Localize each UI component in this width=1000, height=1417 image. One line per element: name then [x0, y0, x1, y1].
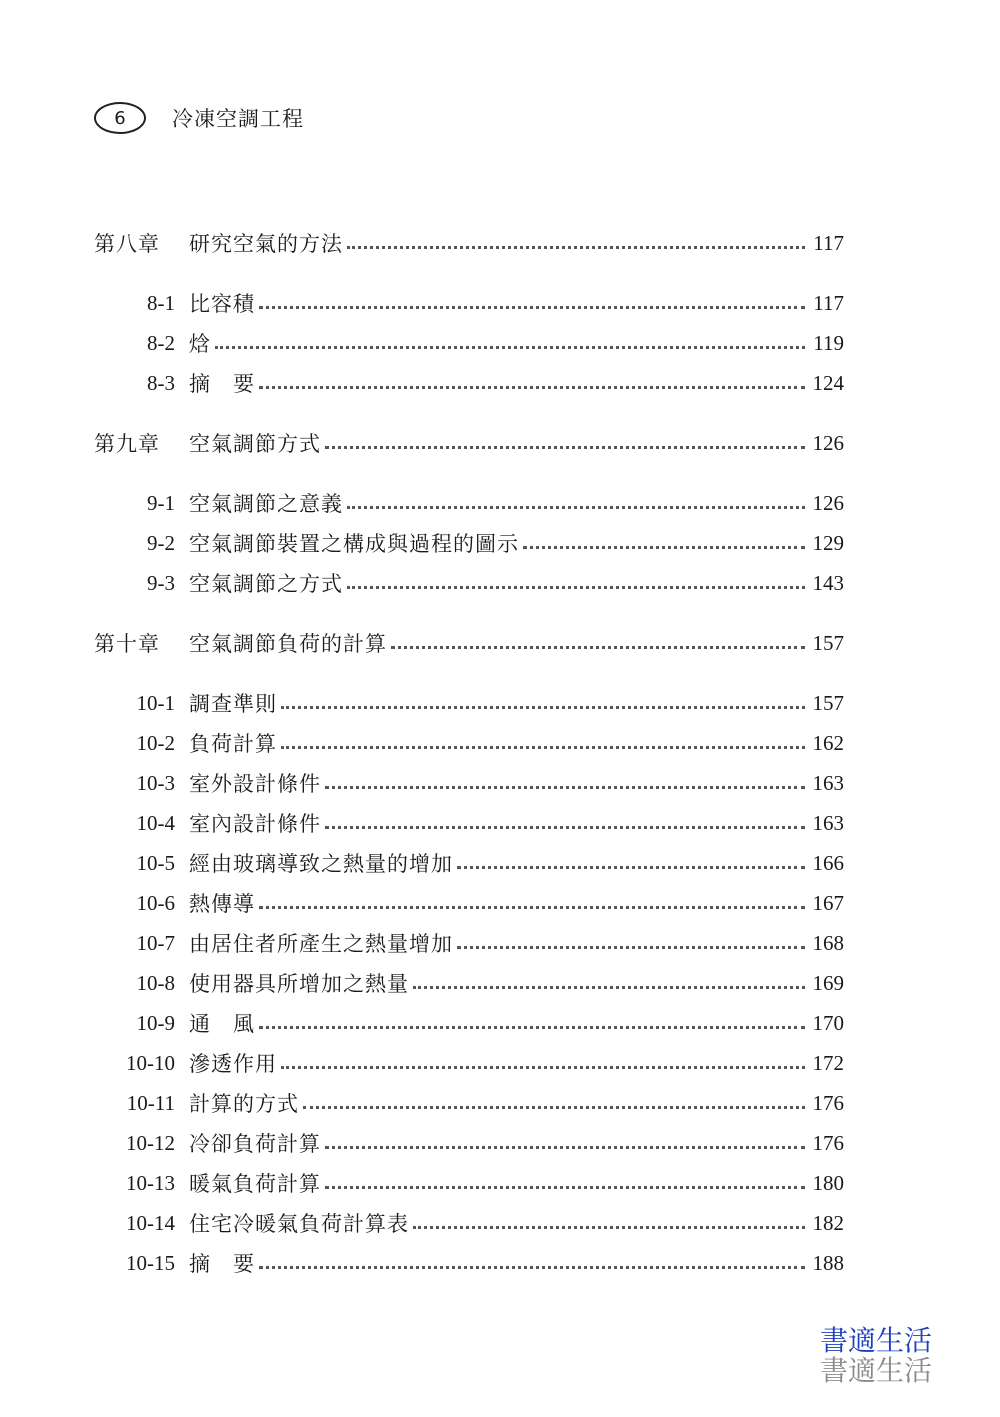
section-title: 經由玻璃導致之熱量的增加	[189, 852, 453, 876]
page-ref: 176	[812, 1090, 844, 1115]
dot-leader	[413, 986, 805, 989]
dot-leader	[215, 346, 805, 349]
page-ref: 143	[812, 570, 844, 595]
section-title: 空氣調節裝置之構成與過程的圖示	[189, 532, 519, 556]
section-title: 熱傳導	[189, 892, 255, 916]
page-ref: 157	[812, 630, 844, 655]
section-number: 10-13	[126, 1170, 175, 1195]
section-title: 室內設計條件	[189, 812, 321, 836]
toc-section-8-2[interactable]	[94, 323, 844, 363]
section-title: 滲透作用	[189, 1052, 277, 1076]
toc-section-10-12[interactable]	[94, 1123, 844, 1163]
toc-section-10-6[interactable]	[94, 883, 844, 923]
section-title: 由居住者所產生之熱量增加	[189, 932, 453, 956]
dot-leader	[259, 306, 805, 309]
dot-leader	[413, 1226, 805, 1229]
page-ref: 172	[812, 1050, 844, 1075]
section-number: 10-7	[136, 930, 175, 955]
toc-chapter-10[interactable]	[94, 623, 844, 663]
section-number: 10-1	[136, 690, 175, 715]
dot-leader	[325, 786, 805, 789]
page-ref: 157	[812, 690, 844, 715]
toc-section-10-10[interactable]	[94, 1043, 844, 1083]
section-number: 10-14	[126, 1210, 175, 1235]
page-ref: 180	[812, 1170, 844, 1195]
page-ref: 182	[812, 1210, 844, 1235]
watermark-line-1: 書適生活	[820, 1324, 933, 1357]
section-title: 比容積	[189, 292, 255, 316]
dot-leader	[303, 1106, 805, 1109]
toc-section-9-2[interactable]	[94, 523, 844, 563]
section-number: 10-8	[136, 970, 175, 995]
toc-section-10-11[interactable]	[94, 1083, 844, 1123]
section-number: 10-11	[126, 1090, 175, 1115]
section-number: 10-9	[136, 1010, 175, 1035]
page-number: 6	[114, 107, 126, 129]
page-ref: 163	[812, 810, 844, 835]
dot-leader	[347, 246, 805, 249]
toc-section-10-9[interactable]	[94, 1003, 844, 1043]
section-number: 10-3	[136, 770, 175, 795]
section-title: 住宅冷暖氣負荷計算表	[189, 1212, 409, 1236]
section-title: 冷卻負荷計算	[189, 1132, 321, 1156]
dot-leader	[259, 1026, 805, 1029]
dot-leader	[259, 386, 805, 389]
section-title: 負荷計算	[189, 732, 277, 756]
chapter-title: 研究空氣的方法	[189, 232, 343, 256]
dot-leader	[259, 906, 805, 909]
section-title: 暖氣負荷計算	[189, 1172, 321, 1196]
section-number: 10-10	[126, 1050, 175, 1075]
page-ref: 166	[812, 850, 844, 875]
toc-section-10-8[interactable]	[94, 963, 844, 1003]
toc-section-8-3[interactable]	[94, 363, 844, 403]
toc-section-10-2[interactable]	[94, 723, 844, 763]
page-ref: 188	[812, 1250, 844, 1275]
page-ref: 129	[812, 530, 844, 555]
toc-chapter-8[interactable]	[94, 223, 844, 263]
chapter-number: 第八章	[94, 232, 160, 256]
watermark	[820, 1326, 932, 1386]
page-ref: 124	[812, 370, 844, 395]
toc-section-10-13[interactable]	[94, 1163, 844, 1203]
dot-leader	[259, 1266, 805, 1269]
page-ref: 167	[812, 890, 844, 915]
page-number-badge	[94, 102, 146, 134]
dot-leader	[281, 706, 805, 709]
dot-leader	[347, 506, 805, 509]
section-title: 通 風	[189, 1012, 255, 1036]
page-ref: 169	[812, 970, 844, 995]
book-title: 冷凍空調工程	[172, 107, 304, 131]
toc-section-10-3[interactable]	[94, 763, 844, 803]
dot-leader	[325, 826, 805, 829]
page-ref: 162	[812, 730, 844, 755]
page-ref: 168	[812, 930, 844, 955]
page-ref: 117	[813, 290, 844, 315]
chapter-title: 空氣調節負荷的計算	[189, 632, 387, 656]
section-number: 10-6	[136, 890, 175, 915]
section-number: 10-4	[136, 810, 175, 835]
dot-leader	[523, 546, 805, 549]
section-title: 焓	[189, 332, 211, 356]
dot-leader	[281, 746, 805, 749]
toc-section-9-3[interactable]	[94, 563, 844, 603]
section-number: 10-5	[136, 850, 175, 875]
section-number: 10-2	[136, 730, 175, 755]
section-title: 摘 要	[189, 372, 255, 396]
page-ref: 117	[813, 230, 844, 255]
page-ref: 126	[812, 430, 844, 455]
toc-section-10-1[interactable]	[94, 683, 844, 723]
toc-section-9-1[interactable]	[94, 483, 844, 523]
toc-section-8-1[interactable]	[94, 283, 844, 323]
watermark-line-2: 書適生活	[820, 1354, 933, 1387]
section-title: 室外設計條件	[189, 772, 321, 796]
page-ref: 176	[812, 1130, 844, 1155]
page-ref: 119	[813, 330, 844, 355]
dot-leader	[391, 646, 805, 649]
section-title: 使用器具所增加之熱量	[189, 972, 409, 996]
dot-leader	[325, 1146, 805, 1149]
dot-leader	[325, 1186, 805, 1189]
section-number: 9-2	[147, 530, 175, 555]
dot-leader	[457, 866, 805, 869]
section-number: 8-1	[147, 290, 175, 315]
dot-leader	[325, 446, 805, 449]
page-header	[94, 98, 304, 138]
toc-section-10-5[interactable]	[94, 843, 844, 883]
toc-section-10-15[interactable]	[94, 1243, 844, 1283]
page-ref: 170	[812, 1010, 844, 1035]
dot-leader	[457, 946, 805, 949]
toc-section-10-14[interactable]	[94, 1203, 844, 1243]
dot-leader	[347, 586, 805, 589]
section-title: 空氣調節之意義	[189, 492, 343, 516]
section-title: 計算的方式	[189, 1092, 299, 1116]
toc-section-10-4[interactable]	[94, 803, 844, 843]
section-number: 9-1	[147, 490, 175, 515]
chapter-number: 第九章	[94, 432, 160, 456]
section-number: 8-2	[147, 330, 175, 355]
chapter-number: 第十章	[94, 632, 160, 656]
page-ref: 163	[812, 770, 844, 795]
section-number: 9-3	[147, 570, 175, 595]
section-title: 空氣調節之方式	[189, 572, 343, 596]
section-number: 8-3	[147, 370, 175, 395]
dot-leader	[281, 1066, 805, 1069]
toc-section-10-7[interactable]	[94, 923, 844, 963]
page-ref: 126	[812, 490, 844, 515]
section-number: 10-12	[126, 1130, 175, 1155]
section-number: 10-15	[126, 1250, 175, 1275]
section-title: 調查準則	[189, 692, 277, 716]
section-title: 摘 要	[189, 1252, 255, 1276]
toc-chapter-9[interactable]	[94, 423, 844, 463]
chapter-title: 空氣調節方式	[189, 432, 321, 456]
